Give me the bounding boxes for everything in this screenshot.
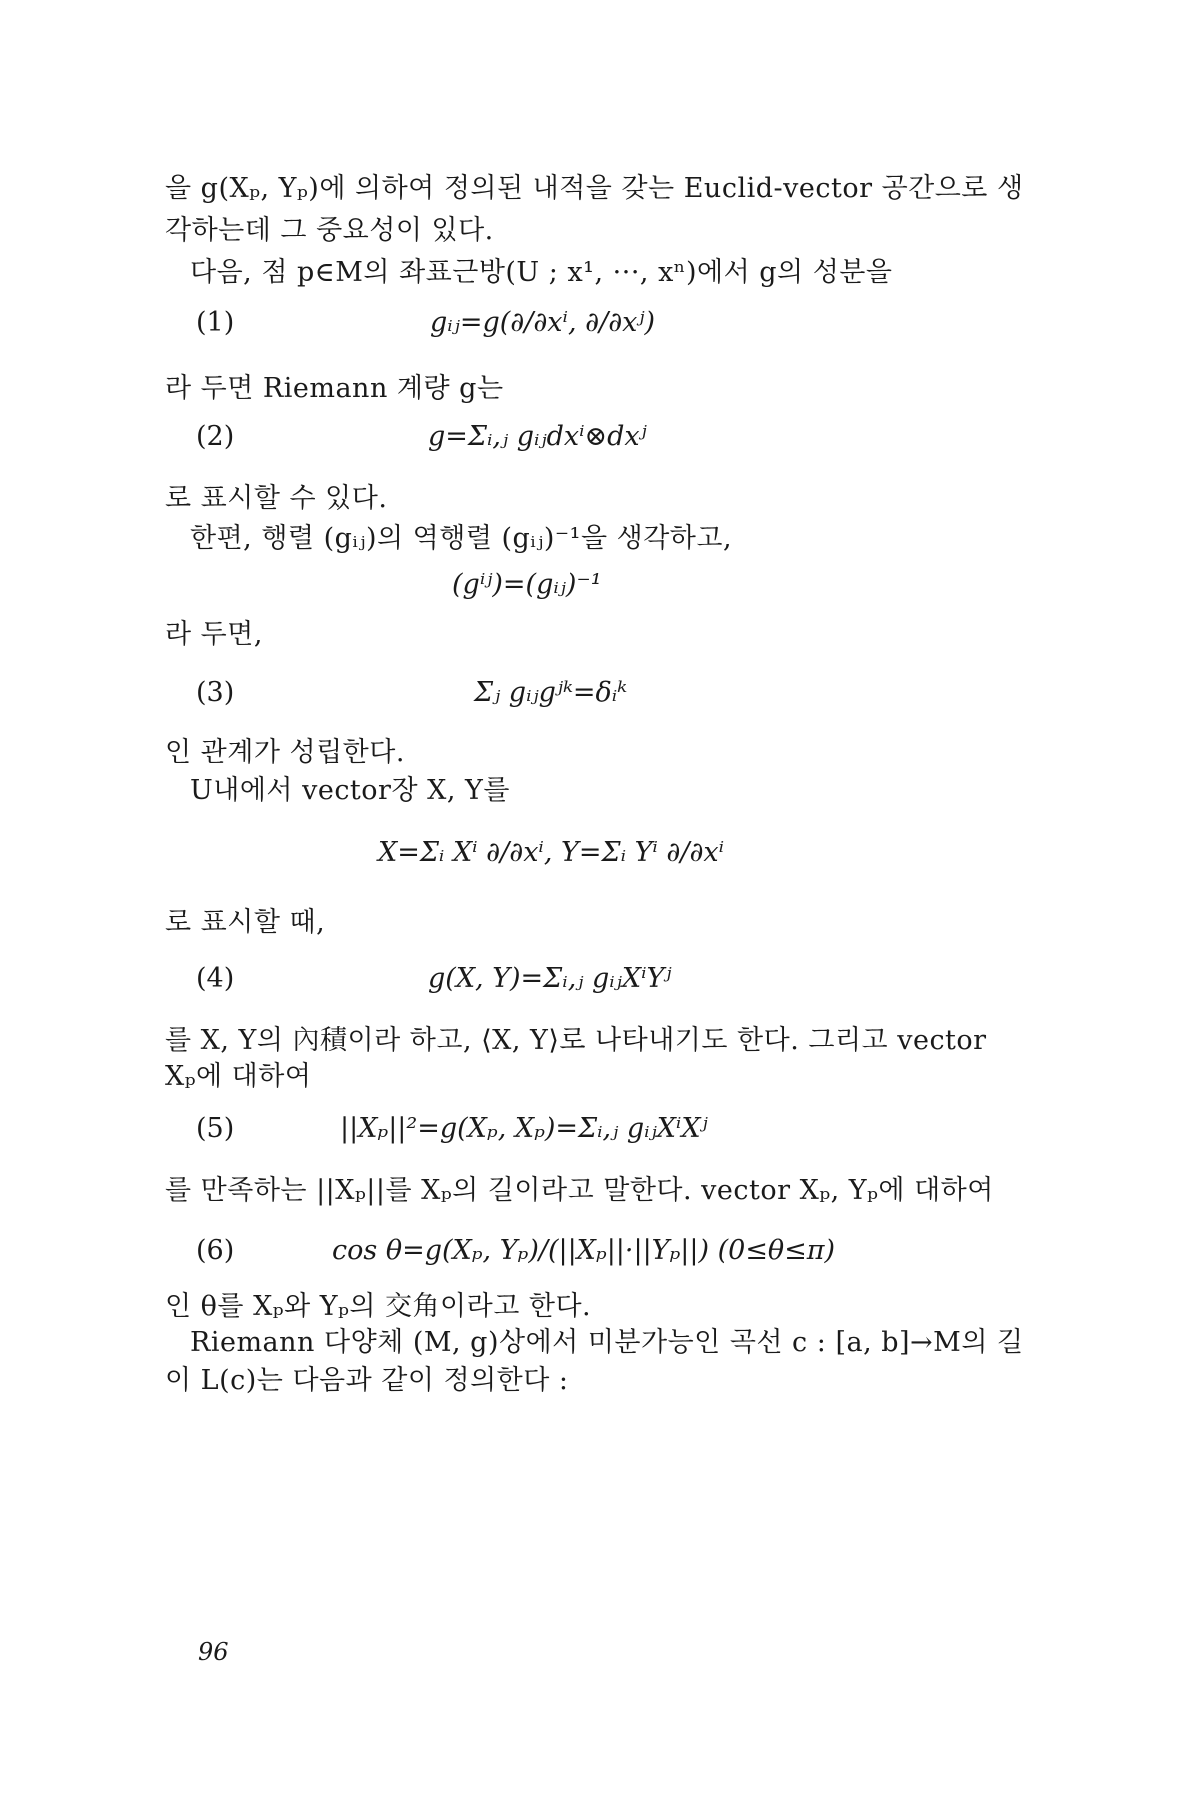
equation-6: cos θ=g(Xₚ, Yₚ)/(||Xₚ||·||Yₚ||) (0≤θ≤π) xyxy=(332,1235,836,1266)
paragraph-line-8: 인 관계가 성립한다. xyxy=(165,737,405,768)
paragraph-line-12: Xₚ에 대하여 xyxy=(165,1061,312,1092)
equation-inverse: (gⁱʲ)=(gᵢⱼ)⁻¹ xyxy=(452,569,602,600)
equation-number-4: (4) xyxy=(196,963,235,994)
equation-2: g=Σᵢ,ⱼ gᵢⱼdxⁱ⊗dxʲ xyxy=(428,421,647,452)
paragraph-line-2: 각하는데 그 중요성이 있다. xyxy=(165,215,494,246)
page-number: 96 xyxy=(198,1638,229,1666)
equation-vector-fields: X=Σᵢ Xⁱ ∂/∂xⁱ, Y=Σᵢ Yⁱ ∂/∂xⁱ xyxy=(378,837,725,868)
equation-number-1: (1) xyxy=(196,307,235,338)
paragraph-line-7: 라 두면, xyxy=(165,619,263,650)
equation-number-6: (6) xyxy=(196,1235,235,1266)
paragraph-line-15: Riemann 다양체 (M, g)상에서 미분가능인 곡선 c : [a, b]→M의 길 xyxy=(190,1327,1024,1358)
equation-4: g(X, Y)=Σᵢ,ⱼ gᵢⱼXⁱYʲ xyxy=(428,963,672,994)
paragraph-line-11: 를 X, Y의 內積이라 하고, ⟨X, Y⟩로 나타내기도 한다. 그리고 vector xyxy=(165,1025,987,1056)
equation-5: ||Xₚ||²=g(Xₚ, Xₚ)=Σᵢ,ⱼ gᵢⱼXⁱXʲ xyxy=(340,1113,708,1144)
equation-number-3: (3) xyxy=(196,677,235,708)
paragraph-line-13: 를 만족하는 ||Xₚ||를 Xₚ의 길이라고 말한다. vector Xₚ, Yₚ에 대하여 xyxy=(165,1175,994,1206)
equation-number-2: (2) xyxy=(196,421,235,452)
paragraph-line-14: 인 θ를 Xₚ와 Yₚ의 交角이라고 한다. xyxy=(165,1291,592,1322)
paragraph-line-9: U내에서 vector장 X, Y를 xyxy=(190,775,510,806)
paragraph-line-1: 을 g(Xₚ, Yₚ)에 의하여 정의된 내적을 갖는 Euclid-vector 공간으로 생 xyxy=(165,173,1024,204)
equation-number-5: (5) xyxy=(196,1113,235,1144)
paragraph-line-5: 로 표시할 수 있다. xyxy=(165,483,388,514)
paragraph-line-3: 다음, 점 p∈M의 좌표근방(U ; x¹, ···, xⁿ)에서 g의 성분을 xyxy=(190,257,893,288)
paragraph-line-4: 라 두면 Riemann 계량 g는 xyxy=(165,373,504,404)
paragraph-line-16: 이 L(c)는 다음과 같이 정의한다 : xyxy=(165,1365,569,1396)
equation-1: gᵢⱼ=g(∂/∂xⁱ, ∂/∂xʲ) xyxy=(430,307,656,338)
paragraph-line-6: 한편, 행렬 (gᵢⱼ)의 역행렬 (gᵢⱼ)⁻¹을 생각하고, xyxy=(190,523,733,554)
paragraph-line-10: 로 표시할 때, xyxy=(165,907,326,938)
equation-3: Σⱼ gᵢⱼgʲᵏ=δᵢᵏ xyxy=(474,677,628,708)
